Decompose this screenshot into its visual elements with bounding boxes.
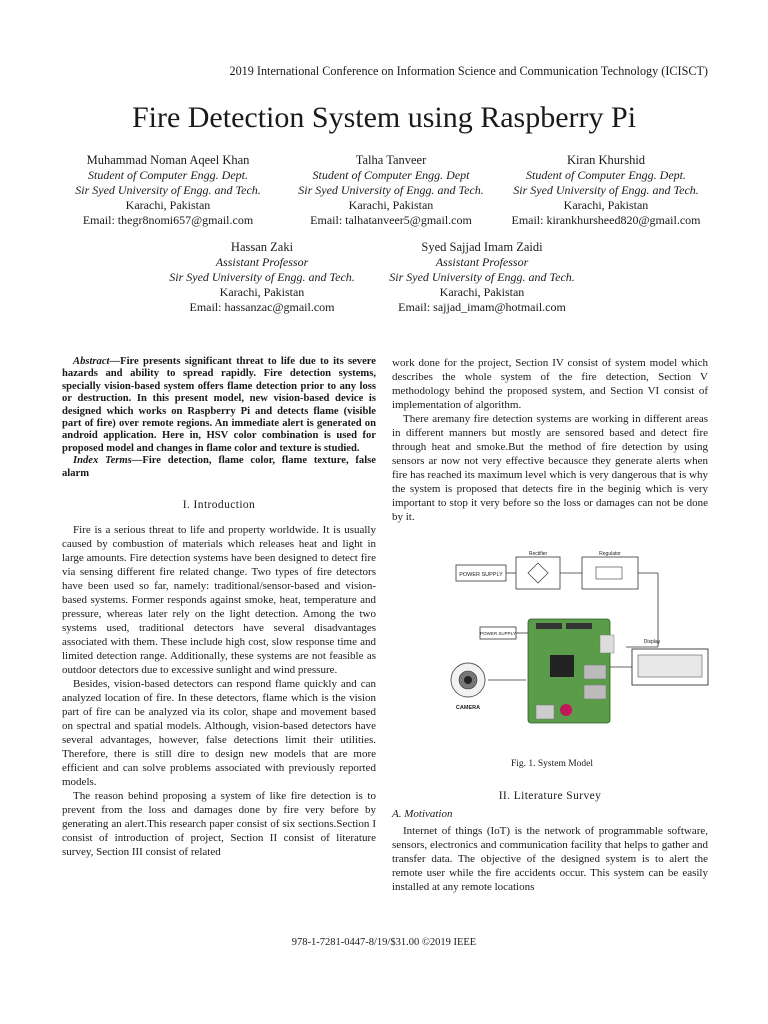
- camera-icon: [451, 663, 485, 697]
- author-affiliation: Sir Syed University of Engg. and Tech.: [169, 270, 355, 284]
- abstract-text: —Fire presents significant threat to life due to its severe hazards and ability to spread rapidly. Fire detection systems, specially vision-based system offers flame detection prior to any loss or destruction. In this present model, new vision-based device is designed which works on Raspberry Pi and detects flame (visible part of fire) over remote regions. An immediate alert is generated on android application. Here in, HSV color combination is used for proposed model and changes in flame color and texture is studied.: [62, 356, 376, 454]
- author-role: Student of Computer Engg. Dept.: [526, 168, 686, 182]
- author-location: Karachi, Pakistan: [125, 198, 211, 212]
- author-affiliation: Sir Syed University of Engg. and Tech.: [75, 183, 261, 197]
- author-block-4: [156, 240, 368, 315]
- rectifier-box: [516, 557, 560, 589]
- index-terms-label: Index Terms: [73, 455, 132, 467]
- author-name: Muhammad Noman Aqeel Khan: [86, 153, 250, 167]
- index-terms-text: —Fire detection, flame color, flame texture, false alarm: [62, 455, 376, 479]
- paper-title: Fire Detection System using Raspberry Pi: [131, 101, 637, 134]
- abstract-label: Abstract: [73, 356, 110, 367]
- left-column: [62, 356, 376, 859]
- author-role: Assistant Professor: [435, 255, 529, 269]
- author-location: Karachi, Pakistan: [348, 198, 434, 212]
- right-column: [392, 356, 708, 524]
- author-block-1: [62, 153, 274, 228]
- intro-paragraph-3: The reason behind proposing a system of like fire detection is to prevent from the loss and damages done by fire very before by generating an alert.This research paper consist of six sections.Section I consist of introduction of project, Section II consist of literature survey, Section III consist of related: [62, 790, 376, 859]
- subsection-heading-motivation: A. Motivation: [392, 808, 453, 820]
- motivation-paragraph: Internet of things (IoT) is the network of programmable software, sensors, electronics and communication facility that helps to gather and transfer data. The objective of the designed system is to alert the remote user while the fire accidents occur. This system can be easily installed at any remote locations: [392, 825, 708, 893]
- abstract: [62, 356, 376, 455]
- author-email: Email: thegr8nomi657@gmail.com: [82, 213, 254, 227]
- raspberry-pi-board: [528, 619, 614, 723]
- author-affiliation: Sir Syed University of Engg. and Tech.: [513, 183, 699, 197]
- author-role: Student of Computer Engg. Dept.: [88, 168, 248, 182]
- rectifier-label: Rectifier: [528, 551, 548, 557]
- author-name: Syed Sajjad Imam Zaidi: [421, 240, 543, 254]
- intro-paragraph-2: Besides, vision-based detectors can respond flame quickly and can analyzed location of fire. In these detectors, flame which is the vision part of fire can be analyzed via its color, shape and movement based on spectral and spatial models. Although, vision-based detectors have several advantages, however, false detections limit their utilities. Therefore, there is still dire to design new models that are more efficient and can solve problems associated with previously reported models.: [62, 678, 376, 789]
- page-footer: 978-1-7281-0447-8/19/$31.00 ©2019 IEEE: [291, 937, 477, 948]
- section-heading-introduction: I. Introduction: [182, 499, 256, 512]
- author-name: Kiran Khurshid: [566, 153, 646, 167]
- figure-caption: Fig. 1. System Model: [510, 759, 594, 769]
- author-location: Karachi, Pakistan: [563, 198, 649, 212]
- intro-paragraph-1: Fire is a serious threat to life and property worldwide. It is usually caused by combustion of materials which releases heat and light in large amounts. Fire detection systems have been designed to detect fire via sensing different fire related change. Two types of fire detectors have been used so far, namely: traditional/sensor-based and vision-based systems. Former responds against smoke, heat, temperature and pressure, whereas later rely on the light detection. Among the two systems used, traditional detectors have several disadvantages associated with them. These include high cost, slow response time and limited detection range. Additionally, these systems are not feasible as outdoor detectors due to excessive sunlight and wind pressure.: [62, 524, 376, 677]
- author-email: Email: talhatanveer5@gmail.com: [310, 213, 472, 227]
- author-affiliation: Sir Syed University of Engg. and Tech.: [298, 183, 484, 197]
- conference-name: 2019 International Conference on Information Science and Communication Technology (ICISCT): [229, 64, 708, 78]
- author-block-5: [376, 240, 588, 315]
- camera-label: CAMERA: [455, 705, 481, 711]
- author-location: Karachi, Pakistan: [439, 285, 525, 299]
- author-affiliation: Sir Syed University of Engg. and Tech.: [389, 270, 575, 284]
- author-block-3: [500, 153, 712, 228]
- section-literature-survey: [392, 789, 708, 894]
- section-heading-literature-survey: II. Literature Survey: [498, 790, 602, 802]
- author-role: Assistant Professor: [215, 255, 309, 269]
- author-email: Email: sajjad_imam@hotmail.com: [398, 300, 566, 314]
- right-paragraph-1: work done for the project, Section IV consist of system model which describes the whole system of the fire detection, Section V methodology behind the proposed system, and Section VI consist of implementation of algorithm.: [392, 357, 708, 411]
- system-model-diagram: [446, 545, 712, 745]
- display-label: Display: [643, 639, 661, 645]
- author-role: Student of Computer Engg. Dept: [312, 168, 470, 182]
- author-email: Email: kirankhursheed820@gmail.com: [511, 213, 701, 227]
- author-email: Email: hassanzac@gmail.com: [189, 300, 335, 314]
- regulator-box: [582, 557, 638, 589]
- author-location: Karachi, Pakistan: [219, 285, 305, 299]
- index-terms: [62, 455, 376, 480]
- power-supply-label-2: POWER SUPPLY: [480, 631, 516, 636]
- regulator-label: Regulator: [599, 551, 621, 557]
- power-supply-label-1: POWER SUPPLY: [459, 572, 503, 578]
- author-name: Hassan Zaki: [230, 240, 294, 254]
- right-paragraph-2: There aremany fire detection systems are working in different areas in different manners but mostly are sensored based and detect fire through heat and smoke.But the method of fire detection by using sensors ar now not very effective becausce they generate alerts when fire has reached its maximum level which is very dangerous that is why the system is proposed that detects fire in the beginig which is very important to stop it very before so the loss or damages can not be done by it.: [392, 413, 708, 523]
- author-block-2: [286, 153, 496, 228]
- author-name: Talha Tanveer: [355, 153, 427, 167]
